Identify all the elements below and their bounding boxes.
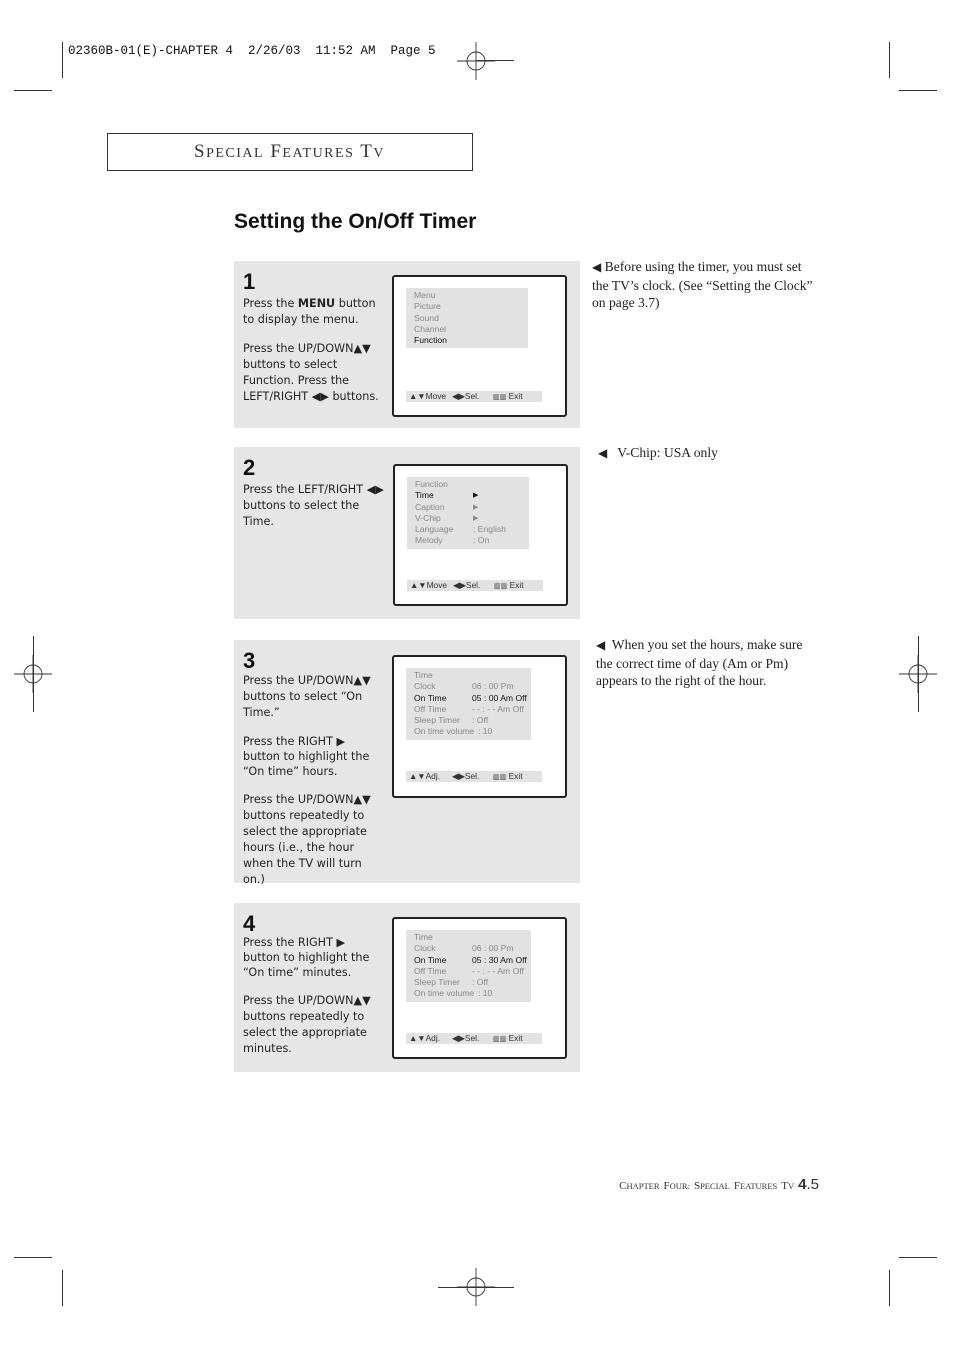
note-text: V-Chip: USA only [617,445,718,460]
crop-mark [889,42,890,78]
crop-mark [438,1287,514,1288]
osd-row: Off Time - - : - - Am Off [414,965,524,976]
menu-key-icon: ▥▥ [494,583,508,590]
osd-row: On time volume : 10 [414,988,493,999]
osd-row: Menu [414,290,436,300]
step-instructions [243,296,385,418]
osd-row: Off Time - - : - - Am Off [414,703,524,714]
tv-screen [392,275,567,417]
adjust-hint: ▲▼Adj. [409,771,441,781]
adjust-hint: ▲▼Adj. [409,1033,441,1043]
instruction-paragraph: Press the RIGHT ▶ button to highlight the “On time” hours. [243,735,370,778]
osd-row: Clock 06 : 00 Pm [414,681,514,692]
registration-mark-icon [457,42,495,80]
instruction-paragraph: Press the UP/DOWN▲▼ buttons repeatedly to select the appropriate hours (i.e., the hour when the TV will turn on.) [243,793,371,886]
menu-key-icon: ▥▥ [493,774,507,781]
osd-row: Language : English [415,524,506,535]
select-hint: ◀▶Sel. [452,391,480,401]
tv-screen [392,655,567,798]
submenu-arrow-icon: ▶ [473,492,479,500]
osd-row: Sleep Timer : Off [414,715,489,726]
page-footer [619,1176,819,1194]
crop-mark [918,636,919,712]
osd-row: V-Chip ▶ [415,512,479,523]
section-header-box [107,133,473,171]
crop-mark [62,1270,63,1306]
crop-mark [899,1257,937,1258]
step-instructions [243,482,385,543]
osd-row: Sound [414,312,439,323]
step-panel-3 [234,640,580,886]
osd-row: Melody : On [415,535,490,546]
submenu-arrow-icon: ▶ [473,514,479,522]
note-arrow-icon: ◀ [592,260,602,274]
menu-key-label: MENU [297,297,336,310]
osd-row: Channel [414,323,447,334]
step-panel-2 [234,447,580,619]
move-hint: ▲▼Move [410,580,448,590]
exit-hint: ▥▥ Exit [493,1033,523,1043]
step-number: 3 [243,648,256,673]
osd-row: Caption ▶ [415,501,479,512]
osd-row: Time [414,670,433,680]
exit-hint: ▥▥ Exit [493,771,523,781]
instruction-paragraph: Press the RIGHT ▶ button to highlight the “On time” minutes. [243,936,370,979]
osd-menu [406,930,531,1002]
step-panel-1 [234,261,580,428]
page-title: Setting the On/Off Timer [234,210,477,233]
select-hint: ◀▶Sel. [452,1033,480,1043]
exit-hint: ▥▥ Exit [493,391,523,401]
osd-row-selected: Time ▶ [415,490,479,501]
step-number: 2 [243,455,256,480]
osd-help-bar [407,580,543,591]
tv-screen [392,917,567,1059]
instruction-paragraph: Press the LEFT/RIGHT ◀▶ buttons to select the Time. [243,483,384,528]
side-note [596,636,820,690]
note-arrow-icon: ◀ [596,638,606,652]
print-slug: 02360B-01(E)-CHAPTER 4 2/26/03 11:52 AM Page 5 [68,44,436,58]
side-note [598,444,820,463]
crop-mark [14,90,52,91]
crop-mark [14,1257,52,1258]
instruction-paragraph: Press the UP/DOWN▲▼ buttons to select “On Time.” [243,674,371,719]
menu-key-icon: ▥▥ [493,394,507,401]
osd-menu [406,288,528,348]
osd-menu [406,668,531,740]
instruction-text: Press the [243,297,298,310]
note-text: When you set the hours, make sure the correct time of day (Am or Pm) appears to the right of the hour. [596,637,803,688]
step-number: 4 [243,911,256,936]
submenu-arrow-icon: ▶ [473,503,479,511]
note-text: Before using the timer, you must set the TV’s clock. (See “Setting the Clock” on page 3.7) [592,259,813,310]
crop-mark [33,636,34,712]
tv-screen [393,464,568,606]
note-arrow-icon: ◀ [598,446,608,460]
osd-help-bar [406,771,542,782]
section-title: SPECIAL FEATURES TV [194,141,386,162]
page-number: 4.5 [798,1176,819,1193]
osd-row: On time volume : 10 [414,726,493,737]
osd-row: Function [415,479,448,489]
osd-row: Picture [414,301,441,312]
osd-help-bar [406,391,542,402]
step-panel-4 [234,903,580,1072]
osd-row: Sleep Timer : Off [414,977,489,988]
instruction-paragraph: Press the UP/DOWN▲▼ buttons to select Function. Press the LEFT/RIGHT ◀▶ buttons. [243,342,379,403]
select-hint: ◀▶Sel. [453,580,481,590]
crop-mark [476,60,514,61]
osd-help-bar [406,1033,542,1044]
move-hint: ▲▼Move [409,391,447,401]
footer-chapter-text: CHAPTER FOUR: SPECIAL FEATURES TV [619,1180,795,1192]
osd-row-selected: On Time 05 : 00 Am Off [414,692,527,703]
instruction-paragraph [243,296,385,328]
crop-mark [62,42,63,78]
side-note [592,258,820,312]
select-hint: ◀▶Sel. [452,771,480,781]
osd-row-selected: Function [414,335,447,346]
crop-mark [899,90,937,91]
step-instructions [243,673,385,901]
step-instructions [243,935,385,1070]
osd-row-selected: On Time 05 : 30 Am Off [414,954,527,965]
osd-menu [407,477,529,549]
osd-row: Time [414,932,433,942]
crop-mark [889,1270,890,1306]
step-number: 1 [243,269,256,294]
instruction-text: button to display the menu. [243,297,376,326]
osd-row: Clock 06 : 00 Pm [414,943,514,954]
instruction-paragraph: Press the UP/DOWN▲▼ buttons repeatedly to select the appropriate minutes. [243,994,371,1055]
exit-hint: ▥▥ Exit [494,580,524,590]
menu-key-icon: ▥▥ [493,1036,507,1043]
